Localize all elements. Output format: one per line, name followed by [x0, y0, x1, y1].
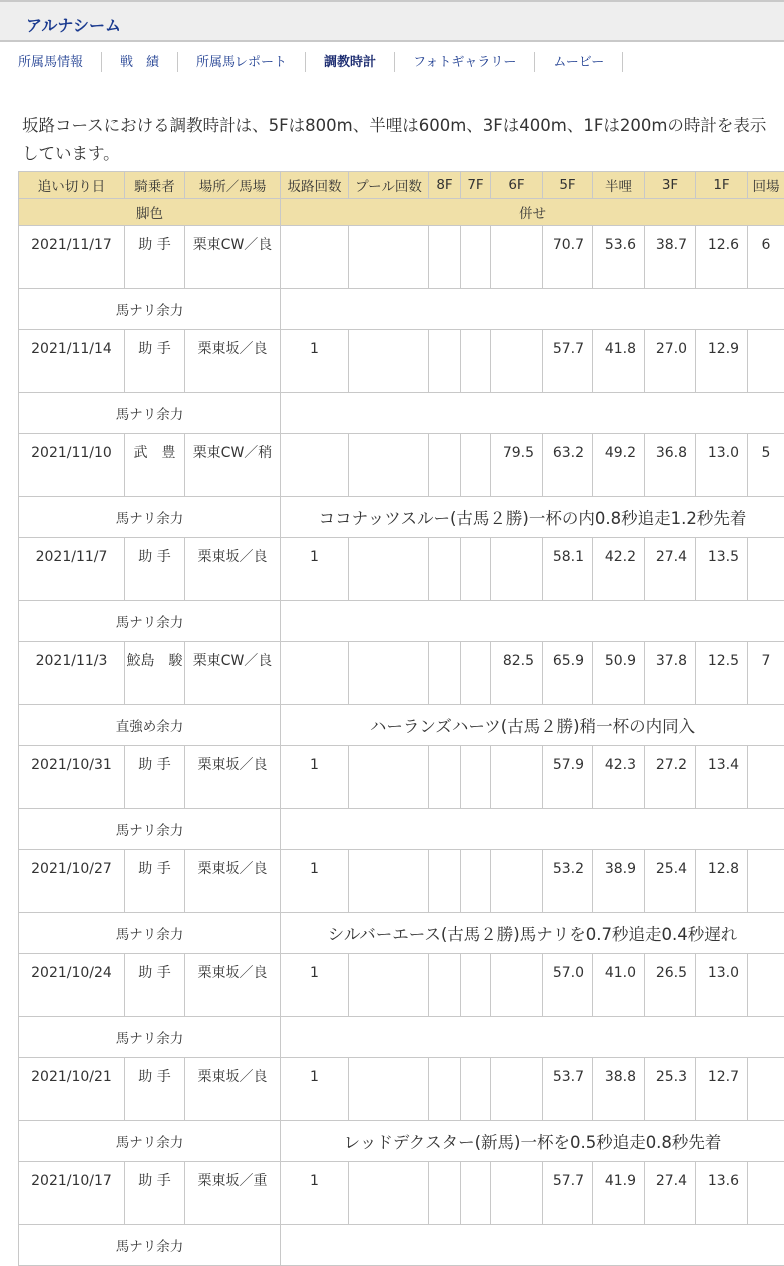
cell-kai — [748, 954, 784, 1017]
column-header-9: 半哩 — [593, 172, 645, 199]
cell-footwork: 馬ナリ余力 — [19, 497, 281, 538]
table-detail-row — [19, 913, 784, 954]
cell-date: 2021/10/24 — [19, 954, 125, 1017]
tab-nav — [18, 48, 641, 72]
nav-tab-1[interactable]: 戦 績 — [120, 51, 159, 70]
subheader-footwork: 脚色 — [19, 199, 281, 226]
cell-partner — [281, 1017, 784, 1058]
cell-footwork: 馬ナリ余力 — [19, 393, 281, 434]
cell-kai: 5 — [748, 434, 784, 497]
cell-f7 — [461, 226, 491, 289]
cell-partner: ハーランズハーツ(古馬２勝)稍一杯の内同入 — [281, 705, 784, 746]
cell-hanro: 1 — [281, 746, 349, 809]
cell-place: 栗東CW／稍 — [185, 434, 281, 497]
cell-place: 栗東坂／良 — [185, 954, 281, 1017]
subheader-partner: 併せ — [281, 199, 784, 226]
nav-separator — [622, 52, 623, 72]
cell-f5: 57.7 — [543, 1162, 593, 1225]
column-header-0: 追い切り日 — [19, 172, 125, 199]
cell-f3: 36.8 — [645, 434, 696, 497]
cell-footwork: 馬ナリ余力 — [19, 601, 281, 642]
cell-place: 栗東CW／良 — [185, 226, 281, 289]
cell-footwork: 馬ナリ余力 — [19, 913, 281, 954]
cell-f6 — [491, 226, 543, 289]
cell-footwork: 馬ナリ余力 — [19, 289, 281, 330]
cell-f7 — [461, 330, 491, 393]
app-header — [0, 0, 784, 42]
cell-partner: ココナッツスルー(古馬２勝)一杯の内0.8秒追走1.2秒先着 — [281, 497, 784, 538]
table-detail-row — [19, 705, 784, 746]
nav-separator — [305, 52, 306, 72]
cell-hanro — [281, 642, 349, 705]
horse-name-title: アルナシーム — [26, 13, 121, 36]
cell-f3: 27.4 — [645, 1162, 696, 1225]
cell-footwork: 馬ナリ余力 — [19, 1017, 281, 1058]
cell-half: 41.0 — [593, 954, 645, 1017]
cell-hanro: 1 — [281, 850, 349, 913]
cell-f7 — [461, 1162, 491, 1225]
cell-kai: 6 — [748, 226, 784, 289]
cell-rider: 武 豊 — [125, 434, 185, 497]
column-header-7: 6F — [491, 172, 543, 199]
table-row — [19, 642, 784, 705]
cell-f7 — [461, 538, 491, 601]
cell-half: 38.8 — [593, 1058, 645, 1121]
training-times-table — [18, 171, 784, 1266]
cell-f1: 13.4 — [696, 746, 748, 809]
cell-f8 — [429, 434, 461, 497]
cell-f1: 12.5 — [696, 642, 748, 705]
cell-f8 — [429, 954, 461, 1017]
nav-tab-2[interactable]: 所属馬レポート — [196, 51, 287, 70]
cell-hanro: 1 — [281, 1162, 349, 1225]
cell-date: 2021/10/17 — [19, 1162, 125, 1225]
cell-pool — [349, 1162, 429, 1225]
cell-place: 栗東坂／良 — [185, 538, 281, 601]
cell-footwork: 直強め余力 — [19, 705, 281, 746]
cell-place: 栗東坂／重 — [185, 1162, 281, 1225]
nav-separator — [177, 52, 178, 72]
cell-pool — [349, 954, 429, 1017]
nav-tab-3[interactable]: 調教時計 — [324, 51, 376, 70]
cell-f3: 27.0 — [645, 330, 696, 393]
table-row — [19, 746, 784, 809]
cell-date: 2021/11/7 — [19, 538, 125, 601]
cell-f8 — [429, 226, 461, 289]
cell-date: 2021/11/3 — [19, 642, 125, 705]
cell-pool — [349, 1058, 429, 1121]
column-header-1: 騎乗者 — [125, 172, 185, 199]
table-row — [19, 954, 784, 1017]
cell-rider: 助 手 — [125, 850, 185, 913]
cell-half: 38.9 — [593, 850, 645, 913]
table-detail-row — [19, 289, 784, 330]
cell-rider: 鮫島 駿 — [125, 642, 185, 705]
cell-rider: 助 手 — [125, 538, 185, 601]
cell-f5: 70.7 — [543, 226, 593, 289]
cell-partner: シルバーエース(古馬２勝)馬ナリを0.7秒追走0.4秒遅れ — [281, 913, 784, 954]
cell-f1: 12.9 — [696, 330, 748, 393]
cell-partner: レッドデクスター(新馬)一杯を0.5秒追走0.8秒先着 — [281, 1121, 784, 1162]
cell-f5: 57.7 — [543, 330, 593, 393]
cell-date: 2021/11/14 — [19, 330, 125, 393]
cell-rider: 助 手 — [125, 1058, 185, 1121]
table-row — [19, 850, 784, 913]
cell-place: 栗東坂／良 — [185, 1058, 281, 1121]
cell-f7 — [461, 954, 491, 1017]
cell-f5: 63.2 — [543, 434, 593, 497]
cell-pool — [349, 538, 429, 601]
cell-f1: 13.0 — [696, 954, 748, 1017]
cell-place: 栗東坂／良 — [185, 330, 281, 393]
cell-hanro — [281, 434, 349, 497]
cell-f1: 12.6 — [696, 226, 748, 289]
column-header-3: 坂路回数 — [281, 172, 349, 199]
table-detail-row — [19, 1225, 784, 1266]
cell-rider: 助 手 — [125, 954, 185, 1017]
cell-f8 — [429, 538, 461, 601]
cell-rider: 助 手 — [125, 330, 185, 393]
cell-date: 2021/10/21 — [19, 1058, 125, 1121]
cell-f5: 57.9 — [543, 746, 593, 809]
cell-hanro: 1 — [281, 538, 349, 601]
cell-kai — [748, 1058, 784, 1121]
cell-f6: 82.5 — [491, 642, 543, 705]
table-detail-row — [19, 497, 784, 538]
cell-kai — [748, 850, 784, 913]
cell-kai — [748, 746, 784, 809]
cell-f7 — [461, 850, 491, 913]
cell-date: 2021/11/10 — [19, 434, 125, 497]
table-row — [19, 226, 784, 289]
column-header-12: 回場 — [748, 172, 784, 199]
cell-hanro — [281, 226, 349, 289]
cell-pool — [349, 642, 429, 705]
cell-half: 50.9 — [593, 642, 645, 705]
cell-place: 栗東坂／良 — [185, 746, 281, 809]
cell-half: 41.8 — [593, 330, 645, 393]
nav-tab-4[interactable]: フォトギャラリー — [413, 51, 516, 70]
cell-rider: 助 手 — [125, 1162, 185, 1225]
cell-hanro: 1 — [281, 954, 349, 1017]
cell-f3: 27.4 — [645, 538, 696, 601]
table-row — [19, 330, 784, 393]
nav-separator — [394, 52, 395, 72]
cell-f3: 27.2 — [645, 746, 696, 809]
cell-f7 — [461, 434, 491, 497]
column-header-4: プール回数 — [349, 172, 429, 199]
cell-footwork: 馬ナリ余力 — [19, 1121, 281, 1162]
cell-f5: 53.2 — [543, 850, 593, 913]
column-header-6: 7F — [461, 172, 491, 199]
cell-kai: 7 — [748, 642, 784, 705]
cell-f8 — [429, 642, 461, 705]
column-header-2: 場所／馬場 — [185, 172, 281, 199]
table-row — [19, 538, 784, 601]
table-row — [19, 434, 784, 497]
table-row — [19, 1162, 784, 1225]
cell-date: 2021/11/17 — [19, 226, 125, 289]
table-row — [19, 1058, 784, 1121]
cell-f3: 26.5 — [645, 954, 696, 1017]
cell-kai — [748, 330, 784, 393]
cell-f6 — [491, 330, 543, 393]
intro-text: 坂路コースにおける調教時計は、5Fは800m、半哩は600m、3Fは400m、1Fは200mの時計を表示しています。 — [22, 112, 782, 168]
cell-partner — [281, 809, 784, 850]
nav-separator — [534, 52, 535, 72]
cell-footwork: 馬ナリ余力 — [19, 1225, 281, 1266]
cell-date: 2021/10/31 — [19, 746, 125, 809]
cell-f6 — [491, 1162, 543, 1225]
table-detail-row — [19, 393, 784, 434]
cell-partner — [281, 1225, 784, 1266]
cell-half: 53.6 — [593, 226, 645, 289]
cell-place: 栗東CW／良 — [185, 642, 281, 705]
cell-f8 — [429, 746, 461, 809]
cell-f1: 12.7 — [696, 1058, 748, 1121]
table-detail-row — [19, 601, 784, 642]
cell-f6 — [491, 850, 543, 913]
cell-partner — [281, 601, 784, 642]
cell-f5: 58.1 — [543, 538, 593, 601]
cell-f6 — [491, 538, 543, 601]
cell-f3: 25.3 — [645, 1058, 696, 1121]
cell-place: 栗東坂／良 — [185, 850, 281, 913]
cell-f6: 79.5 — [491, 434, 543, 497]
cell-f1: 12.8 — [696, 850, 748, 913]
cell-f6 — [491, 1058, 543, 1121]
cell-hanro: 1 — [281, 330, 349, 393]
cell-rider: 助 手 — [125, 746, 185, 809]
cell-pool — [349, 434, 429, 497]
cell-f6 — [491, 746, 543, 809]
cell-f3: 38.7 — [645, 226, 696, 289]
table-subheader-row — [19, 199, 784, 226]
cell-f1: 13.0 — [696, 434, 748, 497]
cell-f8 — [429, 1162, 461, 1225]
cell-f5: 53.7 — [543, 1058, 593, 1121]
cell-f3: 25.4 — [645, 850, 696, 913]
cell-kai — [748, 538, 784, 601]
cell-f6 — [491, 954, 543, 1017]
nav-tab-5[interactable]: ムービー — [553, 51, 604, 70]
column-header-5: 8F — [429, 172, 461, 199]
cell-date: 2021/10/27 — [19, 850, 125, 913]
cell-f3: 37.8 — [645, 642, 696, 705]
table-detail-row — [19, 1121, 784, 1162]
cell-half: 42.2 — [593, 538, 645, 601]
table-detail-row — [19, 809, 784, 850]
cell-f1: 13.6 — [696, 1162, 748, 1225]
cell-half: 49.2 — [593, 434, 645, 497]
cell-f5: 57.0 — [543, 954, 593, 1017]
cell-pool — [349, 850, 429, 913]
cell-hanro: 1 — [281, 1058, 349, 1121]
cell-pool — [349, 330, 429, 393]
cell-footwork: 馬ナリ余力 — [19, 809, 281, 850]
table-header-row — [19, 172, 784, 199]
cell-kai — [748, 1162, 784, 1225]
cell-half: 41.9 — [593, 1162, 645, 1225]
cell-partner — [281, 393, 784, 434]
column-header-10: 3F — [645, 172, 696, 199]
nav-tab-0[interactable]: 所属馬情報 — [18, 51, 83, 70]
cell-f1: 13.5 — [696, 538, 748, 601]
column-header-8: 5F — [543, 172, 593, 199]
column-header-11: 1F — [696, 172, 748, 199]
cell-rider: 助 手 — [125, 226, 185, 289]
cell-f8 — [429, 1058, 461, 1121]
cell-f5: 65.9 — [543, 642, 593, 705]
cell-pool — [349, 746, 429, 809]
cell-f8 — [429, 850, 461, 913]
cell-f7 — [461, 746, 491, 809]
nav-separator — [101, 52, 102, 72]
cell-pool — [349, 226, 429, 289]
cell-f7 — [461, 1058, 491, 1121]
cell-f8 — [429, 330, 461, 393]
cell-half: 42.3 — [593, 746, 645, 809]
cell-partner — [281, 289, 784, 330]
cell-f7 — [461, 642, 491, 705]
table-detail-row — [19, 1017, 784, 1058]
